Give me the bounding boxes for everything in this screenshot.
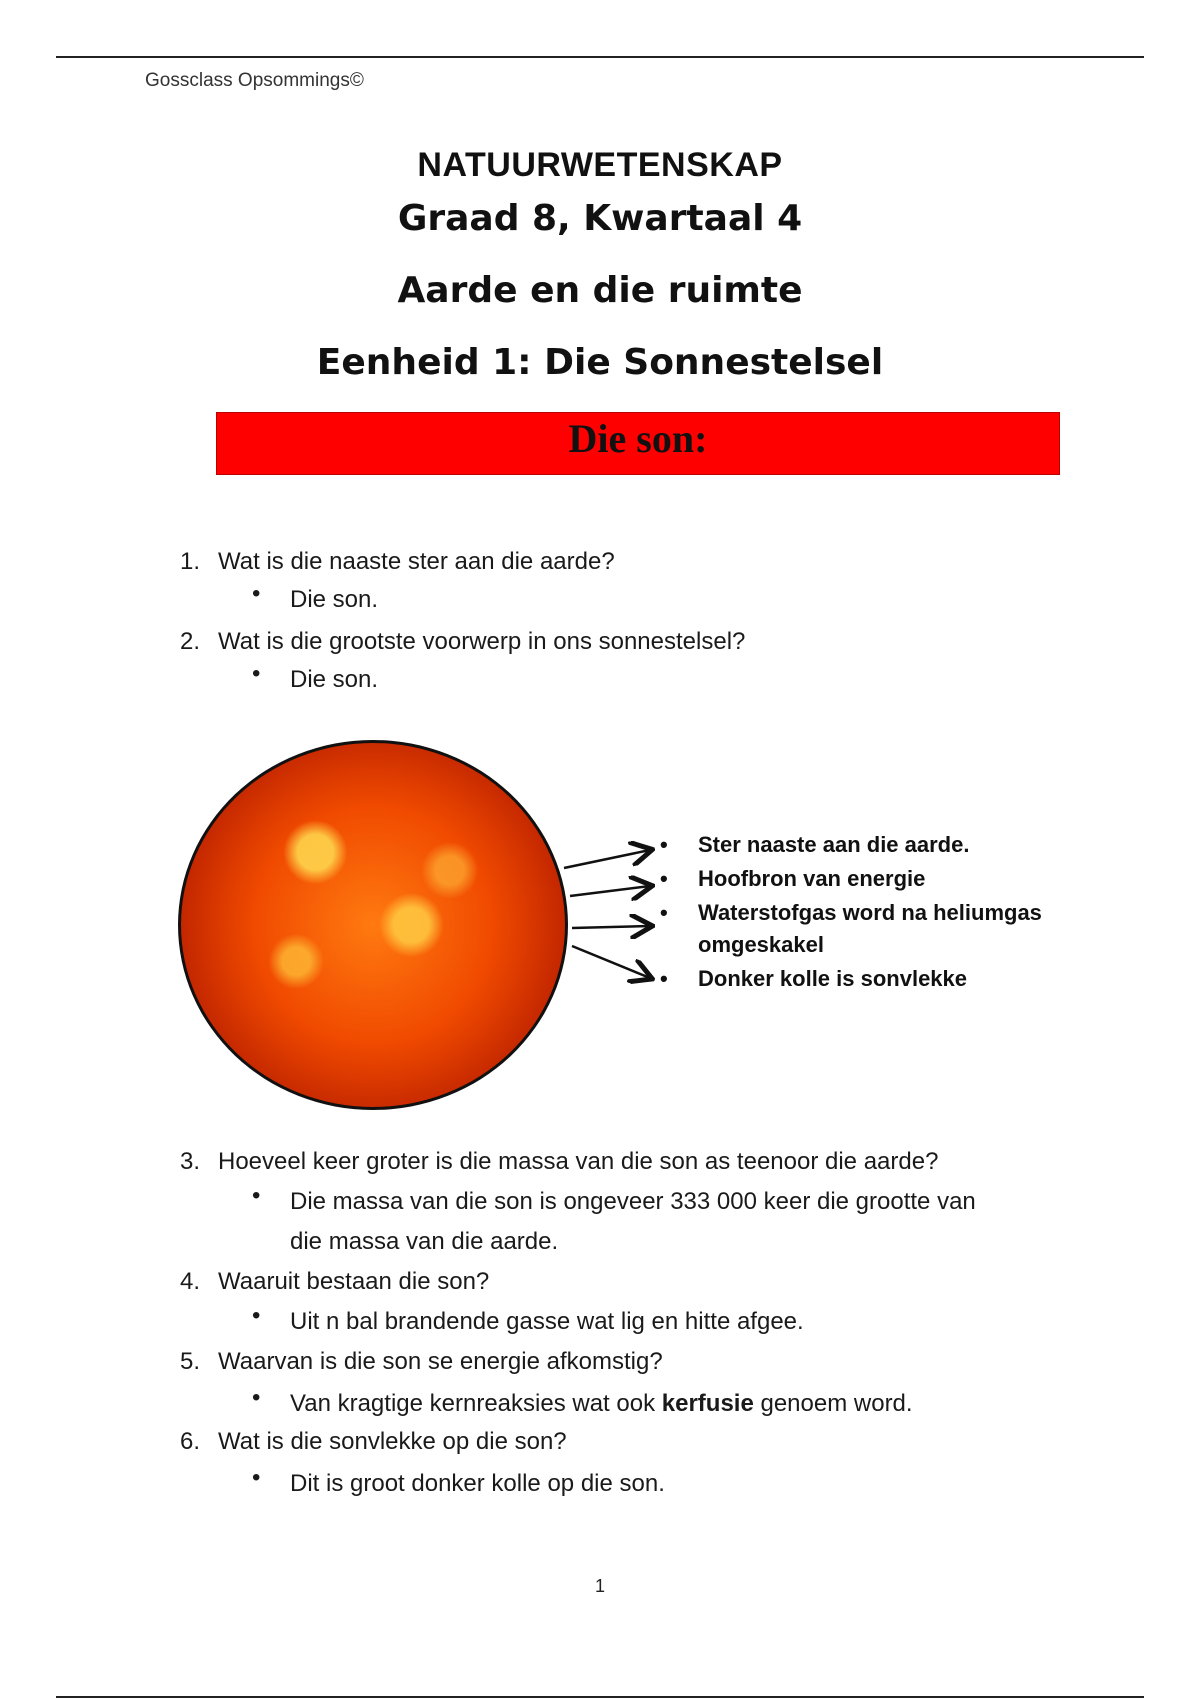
bullet-icon: •	[252, 660, 261, 687]
answer-text	[290, 1384, 913, 1424]
page-number: 1	[594, 1576, 605, 1596]
question-5	[180, 1348, 663, 1376]
arrow-1	[564, 850, 650, 868]
question-1	[180, 548, 615, 576]
fact-text: Waterstofgas word na heliumgas	[698, 900, 1042, 925]
bullet-icon: •	[252, 1182, 261, 1209]
bullet-icon: •	[660, 866, 668, 891]
bottom-rule	[56, 1696, 1144, 1698]
subject-title: NATUURWETENSKAP	[417, 146, 783, 184]
answer-text: Die son.	[290, 586, 379, 613]
question-number: 2.	[180, 628, 201, 655]
arrow-2	[570, 886, 650, 896]
arrow-3	[572, 926, 650, 928]
topic-title: Aarde en die ruimte	[397, 270, 803, 311]
bullet-icon: •	[660, 832, 668, 857]
answer-text: Die massa van die son is ongeveer 333 000 keer die grootte van	[290, 1188, 976, 1215]
fact-text: Ster naaste aan die aarde.	[698, 832, 970, 857]
answer-text: Die son.	[290, 666, 379, 693]
question-text: Waarvan is die son se energie afkomstig?	[218, 1348, 663, 1375]
sun-image	[178, 740, 574, 1114]
question-4	[180, 1268, 489, 1296]
question-number: 5.	[180, 1348, 201, 1375]
answer-text-part: Van kragtige kernreaksies wat ook	[290, 1390, 656, 1417]
question-number: 3.	[180, 1148, 201, 1175]
bullet-icon: •	[660, 966, 668, 991]
bullet-icon: •	[252, 1464, 261, 1491]
question-number: 1.	[180, 548, 201, 575]
arrow-4	[572, 946, 650, 978]
question-text: Wat is die sonvlekke op die son?	[218, 1428, 567, 1455]
fact-text: omgeskakel	[698, 932, 824, 957]
bullet-icon: •	[252, 1302, 261, 1329]
question-number: 6.	[180, 1428, 201, 1455]
top-rule	[56, 56, 1144, 58]
question-text: Wat is die naaste ster aan die aarde?	[218, 548, 615, 575]
answer-text-part: genoem word.	[760, 1390, 913, 1417]
answer-text: Uit n bal brandende gasse wat lig en hitte afgee.	[290, 1308, 804, 1335]
question-3	[180, 1148, 938, 1176]
grade-title: Graad 8, Kwartaal 4	[397, 198, 803, 239]
pointer-arrows	[560, 836, 660, 986]
question-2	[180, 628, 745, 656]
question-text: Hoeveel keer groter is die massa van die son as teenoor die aarde?	[218, 1148, 939, 1175]
answer-text: die massa van die aarde.	[290, 1228, 559, 1255]
answer-text: Dit is groot donker kolle op die son.	[290, 1470, 665, 1497]
bullet-icon: •	[252, 580, 261, 607]
question-number: 4.	[180, 1268, 201, 1295]
fact-text: Donker kolle is sonvlekke	[698, 966, 968, 991]
answer-keyword: kerfusie	[661, 1390, 754, 1417]
document-header: Gossclass Opsommings©	[145, 70, 364, 91]
question-text: Waaruit bestaan die son?	[218, 1268, 490, 1295]
sun-illustration	[178, 740, 568, 1110]
section-banner: Die son:	[216, 412, 1060, 475]
bullet-icon: •	[660, 900, 668, 925]
question-6	[180, 1428, 567, 1456]
unit-title: Eenheid 1: Die Sonnestelsel	[316, 342, 884, 383]
bullet-icon: •	[252, 1384, 261, 1411]
question-text: Wat is die grootste voorwerp in ons sonnestelsel?	[218, 628, 746, 655]
fact-text: Hoofbron van energie	[698, 866, 926, 891]
